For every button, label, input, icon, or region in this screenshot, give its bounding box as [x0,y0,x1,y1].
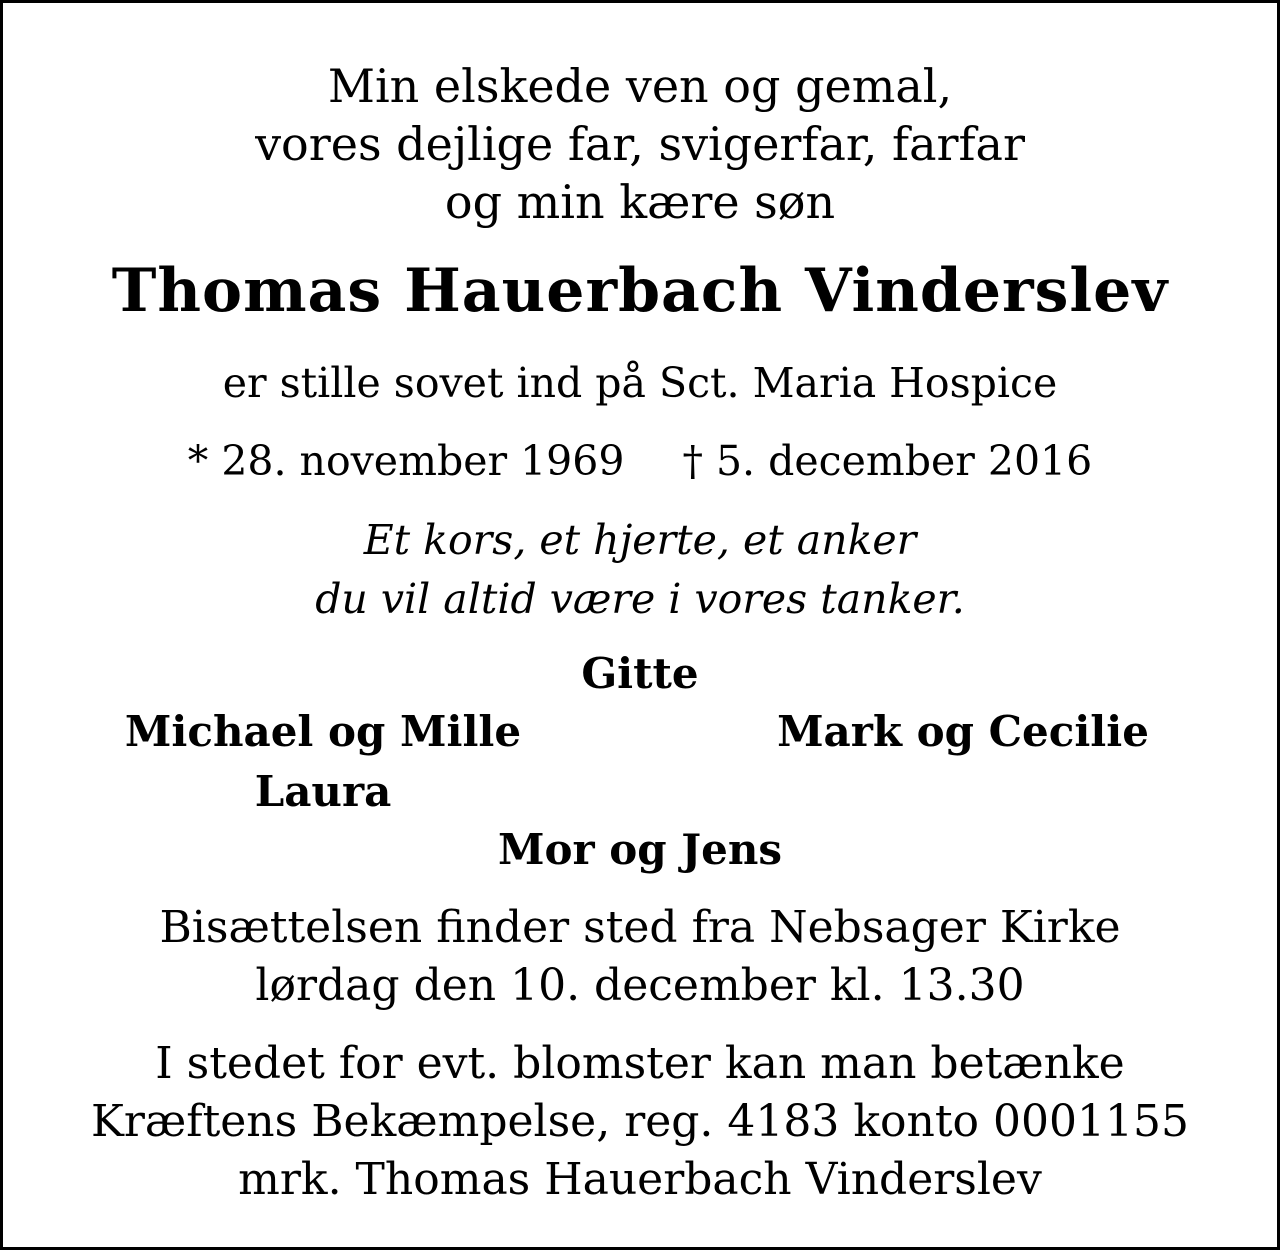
verse-line-1: Et kors, et hjerte, et anker [363,516,917,564]
donation-line-3: mrk. Thomas Hauerbach Vinderslev [238,1154,1042,1205]
family-right-line-1: Mark og Cecilie [777,707,1149,756]
place-of-death: er stille sovet ind på Sct. Maria Hospice [222,359,1058,407]
family-spouse: Gitte [581,649,699,698]
intro-line-2: vores dejlige far, svigerfar, farfar [255,117,1025,171]
life-dates [3,437,1277,485]
family-left-line-2: Laura [254,767,392,816]
verse-line-2: du vil altid være i vores tanker. [315,575,965,623]
donation-line-2: Kræftens Bekæmpelse, reg. 4183 konto 0001155 [91,1096,1189,1147]
donation-line-1: I stedet for evt. blomster kan man betænke [155,1038,1125,1089]
birth-date: * 28. november 1969 [187,437,625,485]
family-parents: Mor og Jens [497,825,783,874]
deceased-name: Thomas Hauerbach Vinderslev [111,256,1169,326]
intro-line-3: og min kære søn [444,175,836,229]
service-line-1: Bisættelsen finder sted fra Nebsager Kirke [159,902,1121,953]
service-line-2: lørdag den 10. december kl. 13.30 [255,960,1025,1011]
death-date: † 5. december 2016 [682,437,1093,485]
intro-line-1: Min elskede ven og gemal, [327,59,953,113]
family-left-line-1: Michael og Mille [124,707,522,756]
